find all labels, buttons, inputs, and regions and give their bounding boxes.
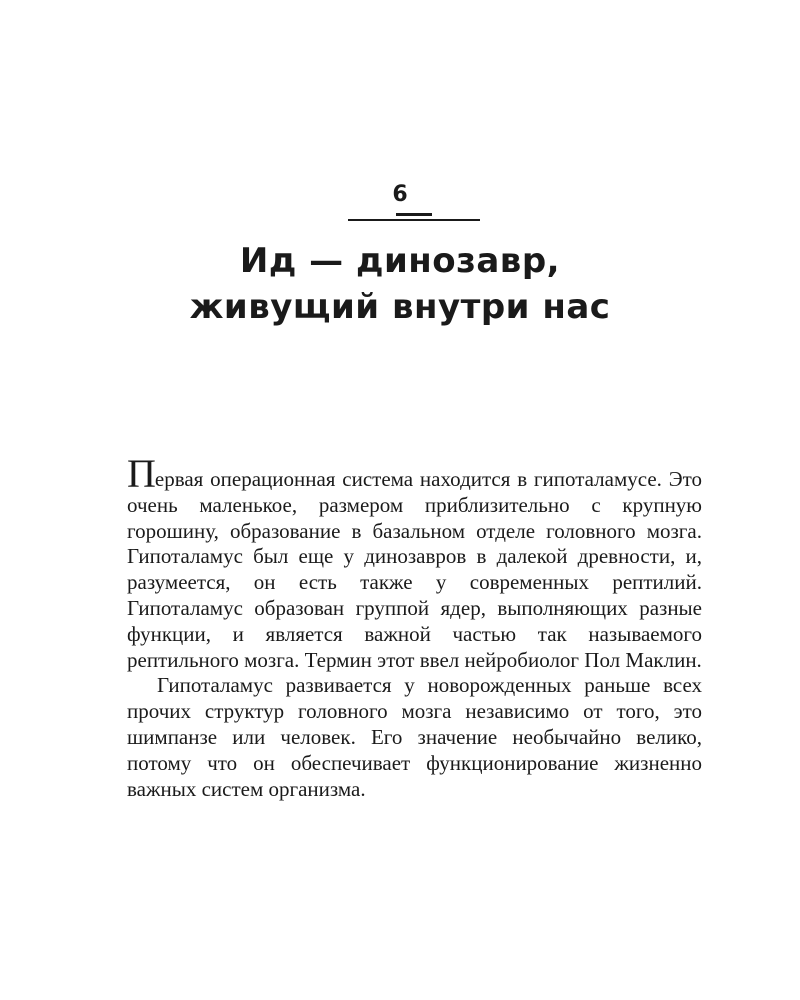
drop-cap-letter: П <box>127 451 155 496</box>
chapter-number: 6 <box>392 182 408 207</box>
chapter-body <box>127 451 702 802</box>
paragraph-2: Гипоталамус развивается у новорожденных раньше всех прочих структур головного мозга независимо от того, это шимпанзе или человек. Его значение необычайно велико, потому что он обеспечивает функционирование жизненно важных систем организма. <box>127 673 702 801</box>
chapter-number-underline <box>396 213 432 216</box>
chapter-title-line-2: живущий внутри нас <box>189 287 611 327</box>
paragraph-1 <box>127 451 702 673</box>
chapter-title-line-1: Ид — динозавр, <box>239 241 561 281</box>
chapter-title <box>0 238 800 330</box>
paragraph-1-text: ервая операционная система находится в гипоталамусе. Это очень маленькое, размером приблизительно с крупную горошину, образование в базальном отделе головного мозга. Гипоталамус был еще у динозавров в далекой древности, и, разумеется, он есть также у современных рептилий. Гипоталамус образован группой ядер, выполняющих разные функции, и является важной частью так называемого рептильного мозга. Термин этот ввел нейробиолог Пол Маклин. <box>127 467 702 672</box>
chapter-divider-rule <box>348 219 480 221</box>
